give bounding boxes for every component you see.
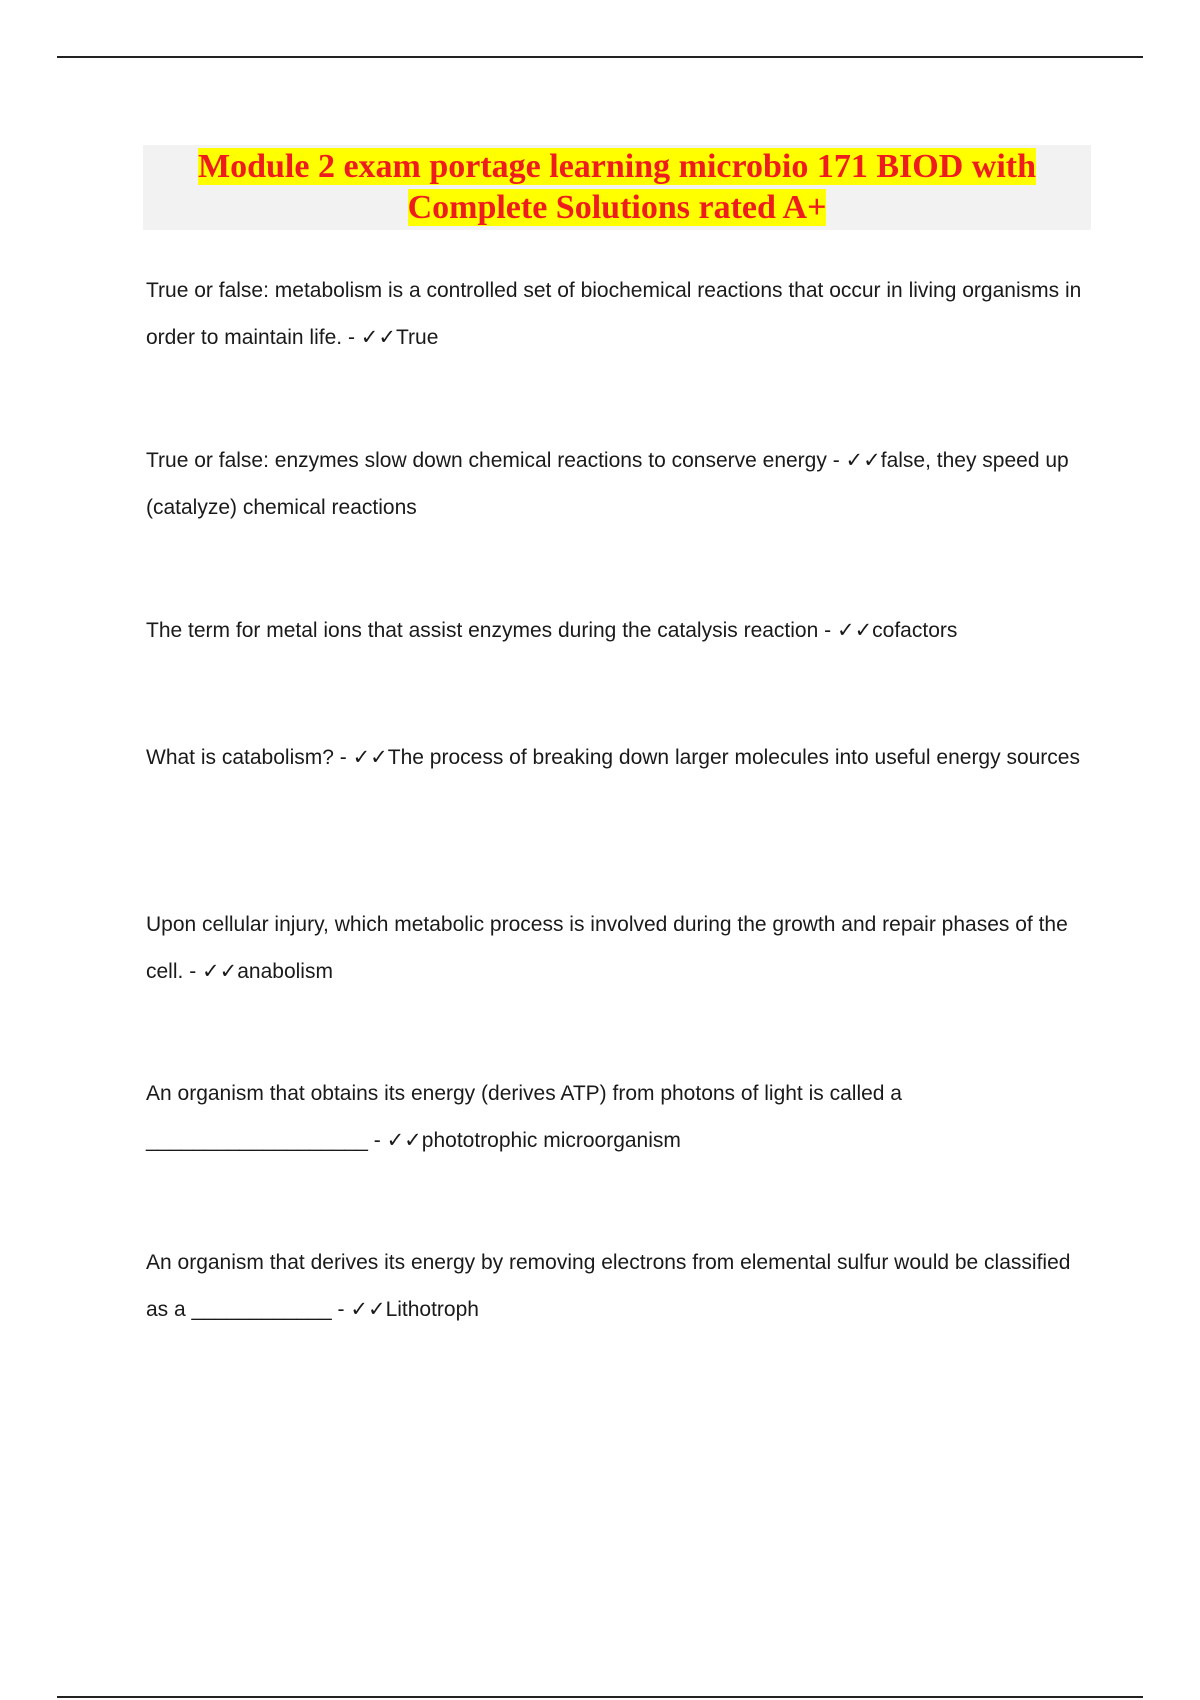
qa-item-1 — [146, 267, 1086, 361]
qa-item-5 — [146, 901, 1086, 995]
question-text: True or false: enzymes slow down chemical reactions to conserve energy — [146, 449, 827, 472]
question-text: The term for metal ions that assist enzymes during the catalysis reaction — [146, 619, 819, 642]
answer-text: cofactors — [872, 619, 958, 642]
checkmark-icon: ✓✓ — [202, 960, 238, 983]
qa-item-7 — [146, 1239, 1086, 1333]
separator: - — [333, 746, 353, 769]
checkmark-icon: ✓✓ — [386, 1129, 422, 1152]
question-text: What is catabolism? — [146, 746, 334, 769]
separator: - — [342, 326, 361, 349]
title-line-2: Complete Solutions rated A+ — [407, 189, 827, 226]
question-text: An organism that derives its energy by removing electrons from elemental sulfur would be classified as a ____________ — [146, 1251, 1071, 1321]
separator: - — [331, 1298, 351, 1321]
header-rule — [57, 56, 1143, 58]
checkmark-icon: ✓✓ — [836, 619, 873, 642]
checkmark-icon: ✓✓ — [352, 746, 388, 769]
separator: - — [826, 449, 846, 472]
checkmark-icon: ✓✓ — [350, 1298, 386, 1321]
separator: - — [183, 960, 203, 983]
answer-text: True — [395, 326, 439, 349]
document-title — [143, 145, 1091, 230]
question-text: Upon cellular injury, which metabolic process is involved during the growth and repair phases of the cell. — [146, 913, 1068, 983]
checkmark-icon: ✓✓ — [360, 326, 396, 349]
title-line-1: Module 2 exam portage learning microbio 171 BIOD with — [198, 148, 1036, 185]
answer-text: phototrophic microorganism — [421, 1129, 681, 1152]
separator: - — [367, 1129, 387, 1152]
separator: - — [818, 619, 837, 642]
answer-text: false, they speed up (catalyze) chemical reactions — [146, 449, 1069, 519]
answer-text: Lithotroph — [385, 1298, 479, 1321]
question-text: An organism that obtains its energy (derives ATP) from photons of light is called a ___________________ — [146, 1082, 902, 1152]
question-text: True or false: metabolism is a controlled set of biochemical reactions that occur in living organisms in order to maintain life. — [146, 279, 1082, 349]
footer-rule — [57, 1696, 1143, 1698]
qa-item-6 — [146, 1070, 1086, 1164]
checkmark-icon: ✓✓ — [845, 449, 881, 472]
qa-item-4 — [146, 734, 1086, 781]
answer-text: anabolism — [237, 960, 333, 983]
qa-item-3 — [146, 607, 1086, 654]
qa-item-2 — [146, 437, 1086, 531]
answer-text: The process of breaking down larger molecules into useful energy sources — [387, 746, 1080, 769]
